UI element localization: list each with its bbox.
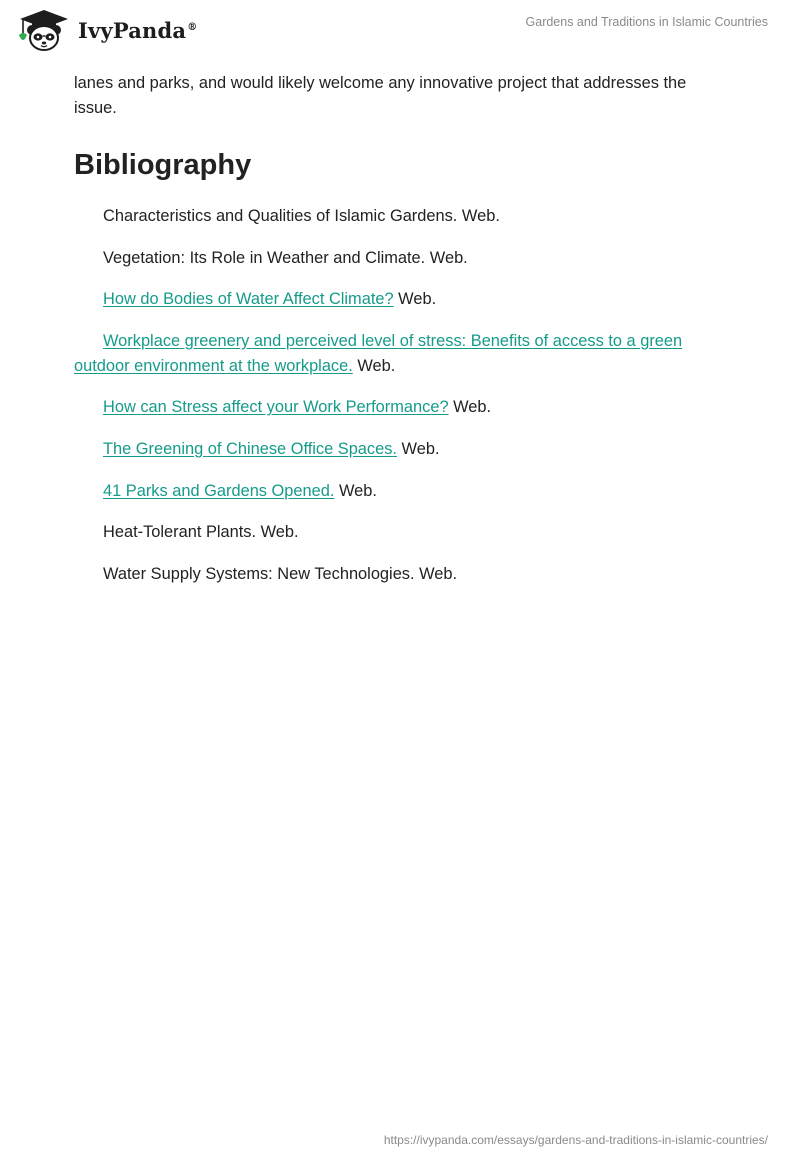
bibliography-heading: Bibliography bbox=[74, 149, 252, 181]
bibliography-entry bbox=[74, 287, 724, 312]
entry-link[interactable]: The Greening of Chinese Office Spaces. bbox=[103, 439, 397, 458]
bibliography-entry bbox=[74, 562, 724, 587]
entry-link[interactable]: Workplace greenery and perceived level of stress: Benefits of access to a green outdoor environment at the workplace. bbox=[74, 331, 683, 375]
entry-text: Characteristics and Qualities of Islamic Gardens. Web. bbox=[103, 207, 500, 225]
entry-link[interactable]: How can Stress affect your Work Performance? bbox=[103, 398, 449, 417]
bibliography-entry bbox=[74, 204, 724, 229]
intro-paragraph: lanes and parks, and would likely welcome any innovative project that addresses the issue. bbox=[74, 74, 687, 117]
source-url: https://ivypanda.com/essays/gardens-and-traditions-in-islamic-countries/ bbox=[383, 1133, 768, 1147]
bibliography-entry bbox=[74, 520, 724, 545]
entry-text: Web. bbox=[334, 481, 377, 500]
bibliography-entry bbox=[74, 437, 724, 462]
document-title: Gardens and Traditions in Islamic Countries bbox=[525, 15, 768, 29]
entry-text: Web. bbox=[396, 439, 440, 458]
registered-mark: ® bbox=[187, 21, 198, 33]
entry-link[interactable]: 41 Parks and Gardens Opened. bbox=[103, 481, 335, 500]
panda-graduate-icon bbox=[14, 8, 74, 52]
brand-name: IvyPanda® bbox=[78, 17, 198, 43]
essay-content bbox=[74, 71, 724, 603]
bibliography-entry bbox=[74, 246, 724, 271]
entry-text: Heat-Tolerant Plants. Web. bbox=[103, 523, 299, 542]
bibliography-list bbox=[74, 204, 724, 587]
bibliography-entry bbox=[74, 479, 724, 504]
bibliography-entry bbox=[74, 329, 724, 379]
page-header bbox=[0, 0, 800, 70]
entry-text: Vegetation: Its Role in Weather and Climate. Web. bbox=[103, 248, 468, 267]
entry-text: Web. bbox=[448, 398, 492, 417]
entry-text: Water Supply Systems: New Technologies. Web. bbox=[103, 564, 458, 583]
entry-text: Web. bbox=[393, 290, 437, 309]
entry-link[interactable]: How do Bodies of Water Affect Climate? bbox=[103, 290, 394, 309]
ivypanda-logo[interactable] bbox=[14, 8, 197, 52]
entry-text: Web. bbox=[352, 356, 396, 375]
bibliography-entry bbox=[74, 395, 724, 420]
